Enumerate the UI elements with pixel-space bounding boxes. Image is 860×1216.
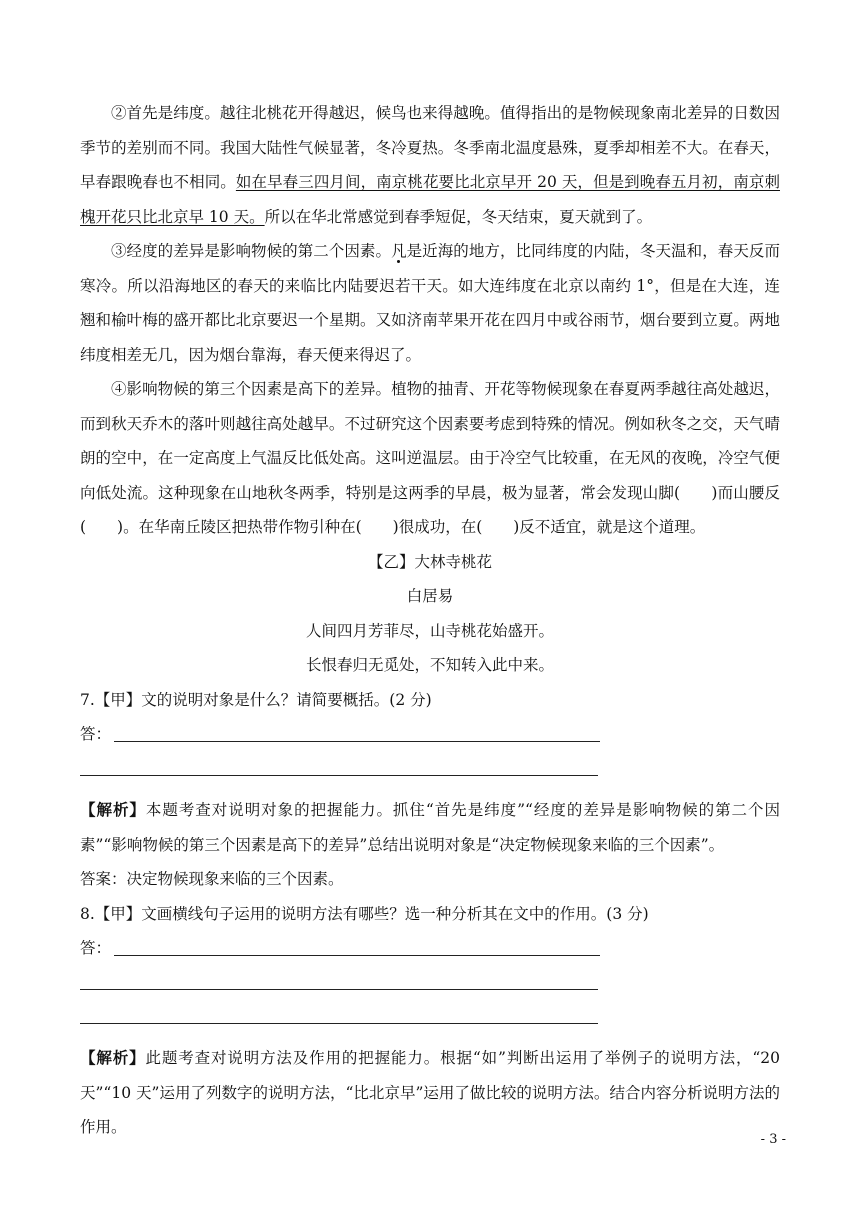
q7-answer-label: 答： <box>80 725 112 743</box>
question-8: 8.【甲】文画横线句子运用的说明方法有哪些？选一种分析其在文中的作用。(3 分) <box>80 904 649 923</box>
q8-answer-row-2 <box>80 965 780 999</box>
para3-text: ③经度的差异是影响物候的第二个因素。 <box>111 242 392 260</box>
q7-analysis <box>80 793 780 862</box>
para2-text: ②首先是纬度。越往北桃花开得越迟，候鸟也来得越晚。值得指出的是物候现象南北差异的日数因季节的差别而不同。我国大陆性气候显著，冬冷夏热。冬季南北温度悬殊，夏季却相差不大。在春天，早春跟晚春也不相同。 <box>80 104 780 191</box>
q8-answer-line-3[interactable] <box>80 1023 598 1024</box>
q7-answer-row-2 <box>80 751 780 785</box>
q8-answer-line-2[interactable] <box>80 989 598 990</box>
q8-analysis-text: 此题考查对说明方法及作用的把握能力。根据“如”判断出运用了举例子的说明方法，“20 天”“10 天”运用了列数字的说明方法，“比北京早”运用了做比较的说明方法。结合内容分析说明方法的作用。 <box>80 1049 780 1136</box>
paragraph-4: ④影响物候的第三个因素是高下的差异。植物的抽青、开花等物候现象在春夏两季越往高处越迟，而到秋天乔木的落叶则越往高处越早。不过研究这个因素要考虑到特殊的情况。例如秋冬之交，天气晴朗的空中，在一定高度上气温反比低处高。这叫逆温层。由于冷空气比较重，在无风的夜晚，冷空气便向低处流。这种现象在山地秋冬两季，特别是这两季的早晨，极为显著，常会发现山脚( )而山腰反( )。在华南丘陵区把热带作物引种在( )很成功，在( )反不适宜，就是这个道理。 <box>80 380 780 536</box>
dotted-character: 凡 <box>391 242 407 260</box>
q7-analysis-tag: 【解析】 <box>80 800 146 819</box>
para3-text-end: 是近海的地方，比同纬度的内陆，冬天温和，春天反而寒冷。所以沿海地区的春天的来临比内陆要迟若干天。如大连纬度在北京以南约 1°，但是在大连，连翘和榆叶梅的盛开都比北京要迟一个星期。又如济南苹果开花在四月中或谷雨节，烟台要到立夏。两地纬度相差无几，因为烟台靠海，春天便来得迟了。 <box>80 242 780 364</box>
paragraph-3 <box>80 234 780 372</box>
page-number: - 3 - <box>760 1132 786 1147</box>
q8-answer-row-3 <box>80 999 780 1033</box>
q8-answer-row <box>80 931 780 965</box>
underlined-sentence: 如在早春三四月间，南京桃花要比北京早开 20 天，但是到晚春五月初，南京刺槐开花只比北京早 10 天。 <box>80 173 780 226</box>
poem-line-2: 长恨春归无觅处，不知转入此中来。 <box>305 656 554 674</box>
q8-analysis <box>80 1041 780 1145</box>
poem-author: 白居易 <box>406 587 454 605</box>
q7-answer-row <box>80 717 780 751</box>
q8-answer-label: 答： <box>80 939 112 957</box>
q7-answer: 答案：决定物候现象来临的三个因素。 <box>80 870 344 888</box>
para2-text-end: 所以在华北常感觉到春季短促，冬天结束，夏天就到了。 <box>264 207 653 226</box>
q7-analysis-text: 本题考查对说明对象的把握能力。抓住“首先是纬度”“经度的差异是影响物候的第二个因素”“影响物候的第三个因素是高下的差异”总结出说明对象是“决定物候现象来临的三个因素”。 <box>80 801 780 854</box>
question-7: 7.【甲】文的说明对象是什么？请简要概括。(2 分) <box>80 690 432 709</box>
poem-title: 【乙】大林寺桃花 <box>367 552 492 571</box>
document-body <box>80 96 780 1145</box>
paragraph-2 <box>80 96 780 234</box>
poem-line-1: 人间四月芳菲尽，山寺桃花始盛开。 <box>305 621 554 640</box>
q8-answer-line[interactable] <box>114 955 600 956</box>
q7-answer-line-2[interactable] <box>80 775 598 776</box>
q7-answer-line[interactable] <box>114 741 600 742</box>
q8-analysis-tag: 【解析】 <box>80 1048 146 1067</box>
